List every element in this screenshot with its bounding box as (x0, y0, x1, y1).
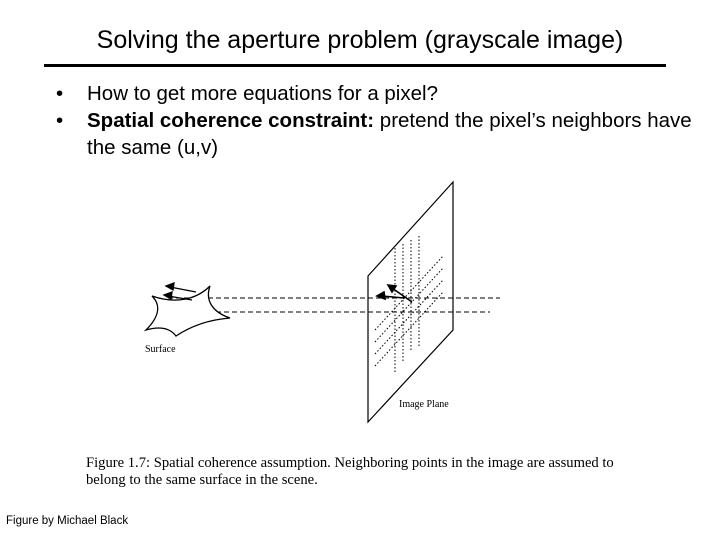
surface-label: Surface (145, 344, 176, 355)
slide-title: Solving the aperture problem (grayscale image) (96, 26, 624, 54)
image-plane-label: Image Plane (399, 399, 449, 410)
bullet-bold-text: Spatial coherence constraint: (87, 109, 375, 132)
figure-caption (86, 455, 646, 489)
image-plane (368, 182, 453, 422)
bullet-dot: • (56, 82, 64, 105)
figure-credit: Figure by Michael Black (6, 515, 129, 527)
caption-text: Spatial coherence assumption. Neighboring points in the image are assumed to belong to the same surface in the scene. (86, 455, 614, 488)
surface-shape (146, 286, 230, 336)
caption-lead: Figure 1.7: (86, 455, 151, 471)
bullet-text: pretend the pixel’s neighbors have the same (u,v) (87, 109, 692, 159)
bullet-text: How to get more equations for a pixel? (87, 82, 438, 105)
bullet-dot: • (56, 109, 64, 132)
